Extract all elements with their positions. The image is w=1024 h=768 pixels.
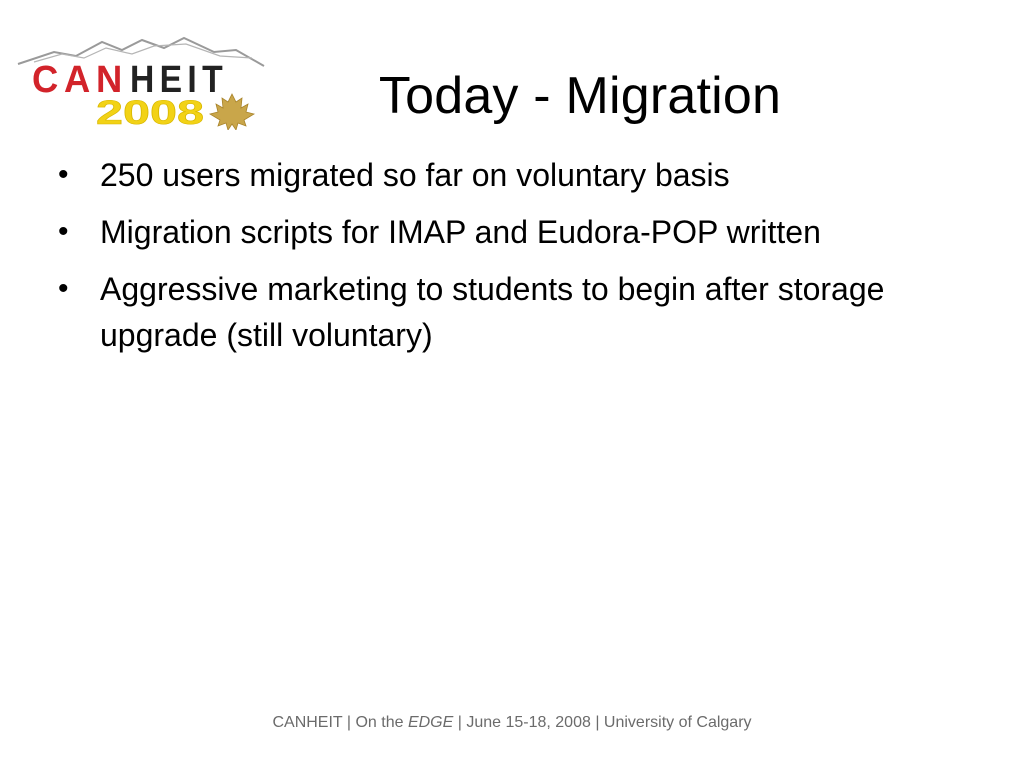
bullet-text: Aggressive marketing to students to begin after storage upgrade (still voluntary) <box>100 271 885 353</box>
bullet-text: 250 users migrated so far on voluntary basis <box>100 157 730 193</box>
bullet-glyph: • <box>58 158 69 191</box>
footer-suffix: | June 15-18, 2008 | University of Calgary <box>453 714 752 731</box>
bullet-glyph: • <box>58 215 69 248</box>
logo-text-year: 2008 <box>96 94 204 130</box>
bullet-item <box>58 152 958 198</box>
slide-footer <box>0 714 1024 732</box>
bullet-text: Migration scripts for IMAP and Eudora-POP written <box>100 214 821 250</box>
logo-text-heit: HEIT <box>130 59 228 101</box>
canheit-2008-logo <box>14 36 276 130</box>
slide-title: Today - Migration <box>378 67 782 125</box>
footer-prefix: CANHEIT | On the <box>272 714 408 731</box>
bullet-item <box>58 266 958 358</box>
logo-text-can: CAN <box>32 59 128 101</box>
logo-graphic <box>14 36 276 130</box>
footer-emphasis: EDGE <box>407 714 454 731</box>
bullet-item <box>58 209 958 255</box>
bullet-list <box>58 152 958 369</box>
bullet-glyph: • <box>58 272 69 305</box>
